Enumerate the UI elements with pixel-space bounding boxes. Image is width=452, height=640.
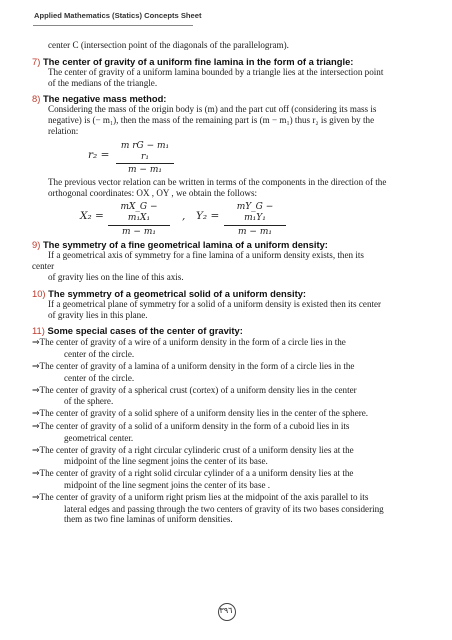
vector-formula-lhs: r₂ = — [88, 148, 110, 161]
vector-formula — [32, 139, 424, 176]
y-formula-fraction — [224, 202, 286, 237]
x-formula-lhs: X₂ = — [80, 210, 104, 223]
x-formula-fraction — [108, 202, 170, 237]
list-item — [32, 385, 424, 408]
section-10-title: The symmetry of a geometrical solid of a uniform density: — [48, 287, 307, 299]
section-7-number: 7) — [32, 55, 41, 67]
section-8-body-3: relation: — [48, 125, 79, 136]
list-item-text: The center of gravity of a solid of a uniform density in the form of a cuboid lies in its — [39, 420, 350, 431]
implies-arrow-icon: ⇒ — [32, 361, 40, 372]
implies-arrow-icon: ⇒ — [32, 469, 40, 480]
list-item — [32, 408, 424, 420]
list-item — [32, 421, 424, 444]
implies-arrow-icon: ⇒ — [32, 492, 40, 503]
list-item — [32, 337, 424, 360]
y-formula-lhs: Y₂ = — [196, 210, 220, 223]
list-item-continuation: lateral edges and passing through the two centers of gravity of its two bases considering — [64, 503, 384, 514]
vector-formula-denominator: m − m₁ — [128, 165, 162, 176]
section-8-title: The negative mass method: — [42, 93, 167, 105]
list-item-text: The center of gravity of a right solid circular cylinder of a a uniform density lies at the — [39, 468, 354, 479]
header-divider — [33, 25, 193, 26]
section-9-body-2: center — [32, 261, 55, 272]
list-item — [32, 361, 424, 384]
list-item — [32, 492, 424, 525]
x-formula-numerator: mX_G − m₁X₁ — [120, 202, 158, 224]
section-8-body-1: Considering the mass of the origin body is (m) and the part cut off (considering its mass is — [48, 104, 377, 115]
section-10-body-2: of gravity lies in this plane. — [48, 309, 148, 320]
list-item-continuation: midpoint of the line segment joins the center of its base. — [64, 456, 268, 467]
list-item-text: The center of gravity of a uniform right prism lies at the midpoint of the axis parallel to its — [39, 491, 369, 502]
list-item-continuation: of the sphere. — [64, 396, 114, 407]
section-8-body-5: orthogonal coordinates: OX , OY , we obtain the follows: — [48, 187, 258, 198]
section-7-body-1: The center of gravity of a uniform lamina bounded by a triangle lies at the intersection point — [48, 66, 384, 77]
section-7-heading — [32, 56, 424, 67]
section-9-number: 9) — [32, 239, 41, 251]
implies-arrow-icon: ⇒ — [32, 338, 40, 349]
list-item-text: The center of gravity of a right circular cylinderic crust of a uniform density lies at the — [39, 444, 354, 455]
implies-arrow-icon: ⇒ — [32, 421, 40, 432]
section-10-number: 10) — [32, 287, 46, 299]
implies-arrow-icon: ⇒ — [32, 445, 40, 456]
implies-arrow-icon: ⇒ — [32, 385, 40, 396]
list-item — [32, 468, 424, 491]
sheet-title: Applied Mathematics (Statics) Concepts Sheet — [34, 11, 202, 20]
vector-formula-fraction — [116, 141, 174, 176]
section-10-heading — [32, 288, 424, 299]
intro-line: center C (intersection point of the diagonals of the parallelogram). — [48, 40, 289, 50]
section-7-body-2: of the medians of the triangle. — [48, 77, 158, 88]
list-item-text: The center of gravity of a solid sphere of a uniform density lies in the center of the sphere. — [39, 408, 369, 419]
page-content — [32, 40, 424, 525]
list-item-text: The center of gravity of a spherical crust (cortex) of a uniform density lies in the center — [39, 384, 357, 395]
section-11-heading — [32, 325, 424, 336]
section-8-body-2: negative) is (− m₁), then the mass of the remaining part is (m − m₁) thus r₂ is given by the — [48, 115, 375, 126]
list-item — [32, 445, 424, 468]
section-7-title: The center of gravity of a uniform fine lamina in the form of a triangle: — [42, 55, 354, 67]
section-10-body-1: If a geometrical plane of symmetry for a solid of a uniform density is existed then its center — [48, 298, 382, 309]
list-item-continuation: center of the circle. — [64, 349, 135, 360]
section-9-title: The symmetry of a fine geometrical lamina of a uniform density: — [42, 239, 328, 251]
list-item-continuation: them as two fine laminas of uniform densities. — [64, 514, 233, 525]
x-formula-denominator: m − m₁ — [122, 226, 156, 237]
list-item-continuation: geometrical center. — [64, 432, 134, 443]
section-8-heading — [32, 93, 424, 104]
section-9-body-1: If a geometrical axis of symmetry for a fine lamina of a uniform density exists, then its — [48, 250, 364, 261]
section-8-number: 8) — [32, 93, 41, 105]
list-item-continuation: midpoint of the line segment joins the center of its base . — [64, 479, 271, 490]
section-11-title: Some special cases of the center of gravity: — [47, 325, 243, 337]
section-9-body-3: of gravity lies on the line of this axis. — [48, 271, 184, 282]
y-formula-numerator: mY_G − m₁Y₁ — [236, 202, 274, 224]
section-8-body-4: The previous vector relation can be written in terms of the components in the direction of the — [48, 176, 387, 187]
section-11-number: 11) — [32, 325, 45, 337]
list-item-continuation: center of the circle. — [64, 372, 135, 383]
implies-arrow-icon: ⇒ — [32, 409, 40, 420]
component-formulas — [32, 200, 424, 237]
y-formula-denominator: m − m₁ — [238, 226, 272, 237]
list-item-text: The center of gravity of a wire of a uniform density in the form of a circle lies in the — [39, 337, 346, 348]
vector-formula-numerator: m rG − m₁ r₁ — [120, 140, 170, 162]
page-number: ٣٩٦ — [214, 606, 238, 615]
formula-separator: , — [182, 210, 186, 223]
list-item-text: The center of gravity of a lamina of a uniform density in the form of a circle lies in the — [39, 360, 355, 371]
section-9-heading — [32, 239, 424, 250]
